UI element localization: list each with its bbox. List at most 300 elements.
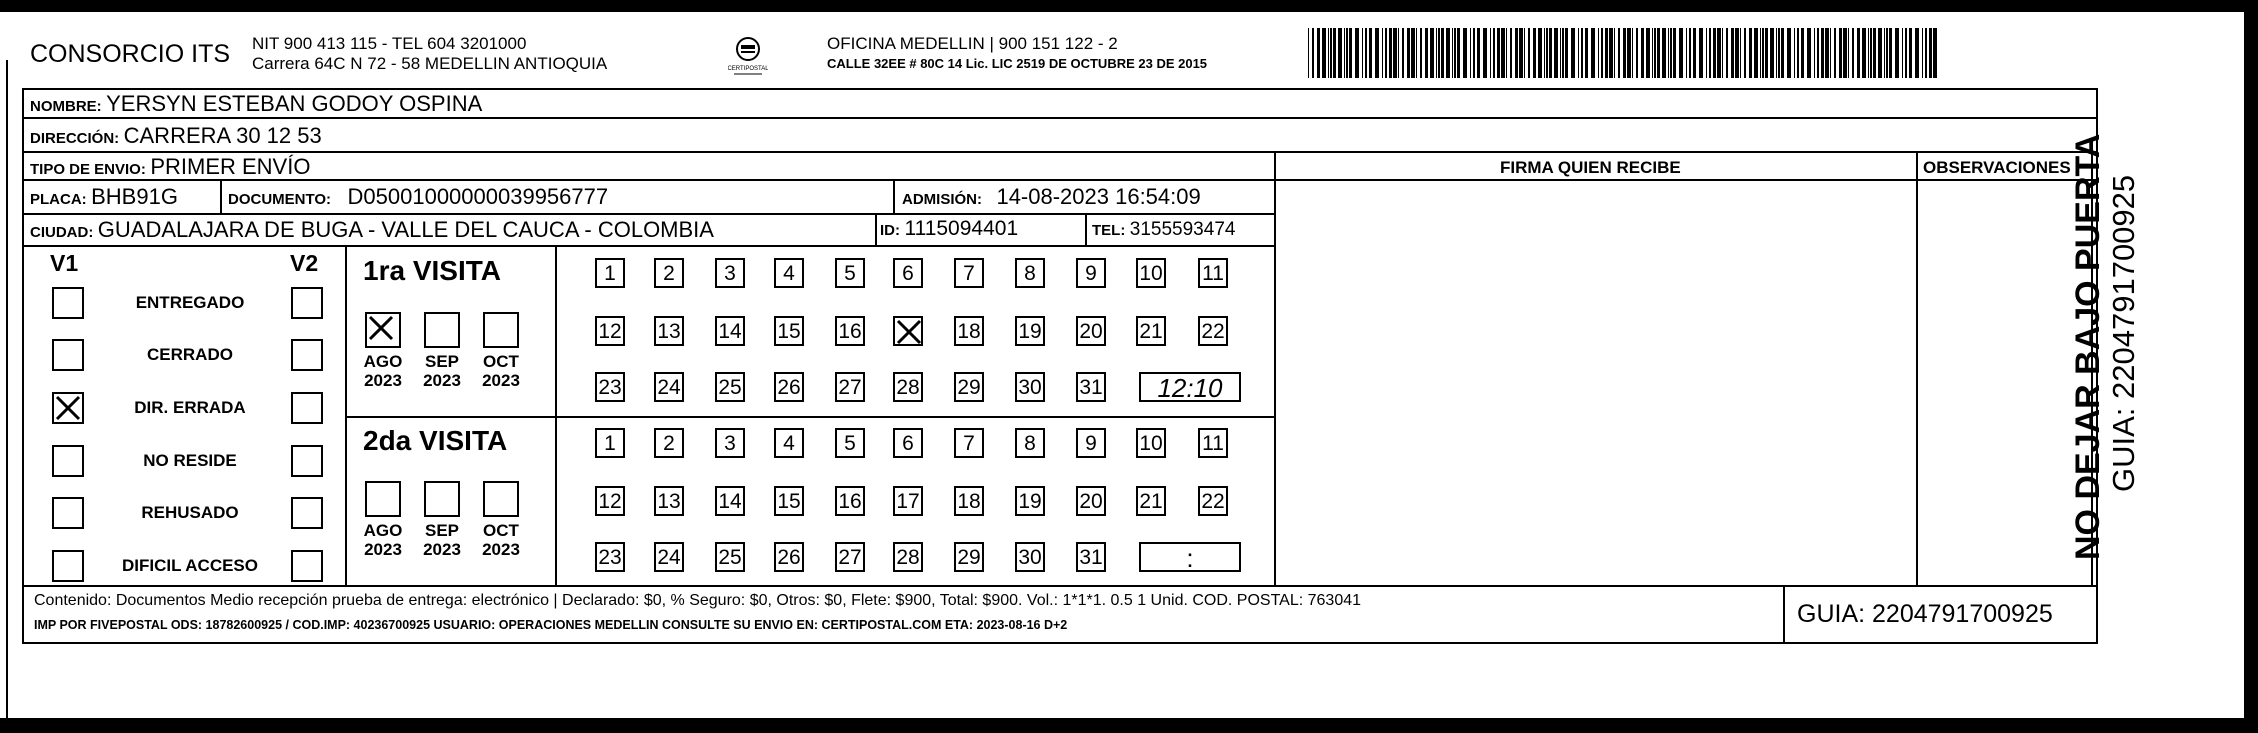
- day-box[interactable]: 19: [1015, 486, 1045, 516]
- barcode-bar: [1544, 28, 1545, 78]
- month-checkbox[interactable]: [424, 481, 460, 517]
- observaciones-header: OBSERVACIONES: [1923, 158, 2071, 177]
- top-border: [0, 0, 2258, 12]
- day-box[interactable]: 18: [954, 486, 984, 516]
- v2-checkbox[interactable]: [291, 497, 323, 529]
- status-label: CERRADO: [147, 345, 233, 364]
- day-box[interactable]: 6: [893, 428, 923, 458]
- day-box[interactable]: 9: [1076, 258, 1106, 288]
- barcode-bar: [1817, 28, 1819, 78]
- row-divider: [22, 585, 2098, 587]
- v2-checkbox[interactable]: [291, 550, 323, 582]
- v1-checkbox[interactable]: [52, 445, 84, 477]
- day-box[interactable]: 11: [1198, 258, 1228, 288]
- id-value: 1115094401: [904, 217, 1019, 240]
- month-label: [471, 352, 531, 390]
- barcode-bar: [1402, 28, 1404, 78]
- footer-guia: GUIA: 2204791700925: [1797, 600, 2053, 628]
- barcode-bar: [1662, 28, 1666, 78]
- day-box[interactable]: [893, 316, 923, 346]
- admision-cell: [902, 184, 1201, 210]
- barcode-bar: [1862, 28, 1866, 78]
- month-name: SEP: [424, 521, 460, 540]
- barcode-bar: [1713, 28, 1716, 78]
- v2-checkbox[interactable]: [291, 287, 323, 319]
- nombre-label: NOMBRE:: [30, 98, 102, 115]
- row-divider: [22, 151, 2098, 153]
- placa-value: BHB91G: [91, 184, 178, 209]
- barcode-bar: [1895, 28, 1899, 78]
- barcode-bar: [1497, 28, 1500, 78]
- barcode-bar: [1618, 28, 1620, 78]
- barcode-bar: [1627, 28, 1631, 78]
- barcode-bar: [1420, 28, 1422, 78]
- barcode-bar: [1473, 28, 1475, 78]
- barcode-bar: [1398, 28, 1399, 78]
- footer-contenido: Contenido: Documentos Medio recepción prueba de entrega: electrónico | Declarado: $0, % Seguro: $0, Otros: $0, Flete: $900, Total: $900. Vol.: 1*1*1. 0.5 1 Unid. COD. POSTAL: 763041: [34, 592, 1362, 609]
- col-divider: [345, 245, 347, 585]
- day-box[interactable]: 31: [1076, 372, 1106, 402]
- right-border: [2244, 0, 2258, 733]
- barcode-bar: [1884, 28, 1885, 78]
- day-box[interactable]: 25: [715, 372, 745, 402]
- documento-label: DOCUMENTO:: [228, 191, 332, 208]
- bottom-border: [0, 718, 2258, 733]
- month-checkbox[interactable]: [483, 312, 519, 348]
- barcode-bar: [1425, 28, 1428, 78]
- barcode-bar: [1375, 28, 1379, 78]
- barcode-bar: [1562, 28, 1564, 78]
- day-box[interactable]: 4: [774, 258, 804, 288]
- v1-checkbox[interactable]: [52, 339, 84, 371]
- day-box[interactable]: 22: [1198, 316, 1228, 346]
- month-checkbox[interactable]: [365, 312, 401, 348]
- barcode-bar: [1385, 28, 1387, 78]
- col-divider: [1085, 213, 1087, 245]
- status-label: REHUSADO: [141, 503, 239, 522]
- v1-checkbox[interactable]: [52, 550, 84, 582]
- barcode-bar: [1706, 28, 1707, 78]
- direccion-value: CARRERA 30 12 53: [123, 123, 322, 148]
- col-divider: [1916, 151, 1918, 586]
- certipostal-logo: [728, 34, 768, 78]
- barcode-bar: [1330, 28, 1332, 78]
- barcode-bar: [1483, 28, 1487, 78]
- admision-value: 14-08-2023 16:54:09: [996, 184, 1201, 209]
- barcode-bar: [1506, 28, 1507, 78]
- barcode-bar: [1821, 28, 1824, 78]
- barcode-bar: [1778, 28, 1780, 78]
- placa-cell: [30, 184, 178, 210]
- visit1-title: 1ra VISITA: [363, 255, 501, 286]
- ciudad-label: CIUDAD:: [30, 224, 94, 241]
- barcode-bar: [1601, 28, 1603, 78]
- barcode-bar: [1614, 28, 1615, 78]
- day-box[interactable]: 12: [595, 486, 625, 516]
- status-label: NO RESIDE: [143, 451, 237, 470]
- barcode-bar: [1654, 28, 1656, 78]
- svg-text:CERTIPOSTAL: CERTIPOSTAL: [728, 66, 768, 72]
- visit2-title: 2da VISITA: [363, 425, 508, 456]
- v1-checkbox[interactable]: [52, 392, 84, 424]
- day-box[interactable]: 16: [835, 486, 865, 516]
- status-label: ENTREGADO: [135, 293, 245, 312]
- day-box[interactable]: 25: [715, 542, 745, 572]
- tipo-label: TIPO DE ENVIO:: [30, 161, 146, 178]
- day-box[interactable]: 23: [595, 372, 625, 402]
- barcode-bar: [1709, 28, 1711, 78]
- day-box[interactable]: 2: [654, 258, 684, 288]
- time-box[interactable]: :: [1139, 542, 1241, 572]
- col-divider: [220, 179, 222, 213]
- barcode-bar: [1646, 28, 1650, 78]
- month-checkbox[interactable]: [483, 481, 519, 517]
- barcode-bar: [1825, 28, 1829, 78]
- barcode-bar: [1760, 28, 1761, 78]
- barcode-bar: [1641, 28, 1644, 78]
- barcode-bar: [1689, 28, 1691, 78]
- barcode-bar: [1389, 28, 1392, 78]
- day-box[interactable]: 1: [595, 258, 625, 288]
- barcode-bar: [1382, 28, 1383, 78]
- day-box[interactable]: 7: [954, 428, 984, 458]
- nombre-row: [30, 91, 482, 117]
- col-divider: [1274, 151, 1276, 586]
- barcode-bar: [1591, 28, 1595, 78]
- month-year: 2023: [423, 540, 461, 559]
- tel-value: 3155593474: [1129, 219, 1236, 240]
- barcode-bar: [1393, 28, 1397, 78]
- barcode-bar: [1515, 28, 1518, 78]
- v1-checkbox[interactable]: [52, 497, 84, 529]
- barcode-bar: [1407, 28, 1410, 78]
- barcode-bar: [1857, 28, 1860, 78]
- barcode-bar: [1438, 28, 1440, 78]
- row-divider: [22, 245, 1275, 247]
- day-box[interactable]: 11: [1198, 428, 1228, 458]
- day-box[interactable]: 14: [715, 316, 745, 346]
- barcode-bar: [1889, 28, 1892, 78]
- side-guia: GUIA: 2204791700925: [2106, 174, 2141, 492]
- barcode-bar: [1346, 28, 1348, 78]
- month-label: [412, 521, 472, 559]
- month-name: OCT: [483, 521, 519, 540]
- day-box[interactable]: 21: [1136, 316, 1166, 346]
- barcode-bar: [1744, 28, 1746, 78]
- x-mark-icon: [895, 318, 923, 346]
- barcode-bar: [1843, 28, 1847, 78]
- barcode-bar: [1493, 28, 1495, 78]
- month-year: 2023: [482, 371, 520, 390]
- barcode-bar: [1457, 28, 1460, 78]
- barcode-bar: [1501, 28, 1505, 78]
- barcode-bar: [1430, 28, 1434, 78]
- day-box[interactable]: 3: [715, 258, 745, 288]
- month-name: AGO: [363, 352, 403, 371]
- day-box[interactable]: 10: [1136, 428, 1166, 458]
- day-box[interactable]: 12: [595, 316, 625, 346]
- barcode-bar: [1636, 28, 1638, 78]
- month-year: 2023: [482, 540, 520, 559]
- col-divider: [1783, 585, 1785, 644]
- barcode-bar: [1915, 28, 1919, 78]
- barcode-bar: [1454, 28, 1456, 78]
- barcode-bar: [1533, 28, 1536, 78]
- day-box[interactable]: 17: [893, 486, 923, 516]
- barcode-bar: [1670, 28, 1672, 78]
- time-box[interactable]: 12:10: [1139, 372, 1241, 402]
- barcode-bar: [1578, 28, 1579, 78]
- day-box[interactable]: 29: [954, 372, 984, 402]
- row-divider: [22, 179, 2098, 181]
- barcode-bar: [1571, 28, 1575, 78]
- month-name: AGO: [363, 521, 403, 540]
- barcode-bar: [1598, 28, 1599, 78]
- barcode-bar: [1797, 28, 1799, 78]
- month-year: 2023: [364, 371, 402, 390]
- barcode-bar: [1470, 28, 1471, 78]
- barcode-bar: [1731, 28, 1734, 78]
- day-box[interactable]: 13: [654, 486, 684, 516]
- barcode-bar: [1868, 28, 1869, 78]
- barcode-bar: [1740, 28, 1741, 78]
- barcode-bar: [1605, 28, 1608, 78]
- barcode-bar: [1446, 28, 1450, 78]
- documento-cell: [228, 184, 608, 210]
- left-border: [6, 60, 8, 720]
- barcode-bar: [1717, 28, 1721, 78]
- v2-checkbox[interactable]: [291, 392, 323, 424]
- barcode-bar: [1839, 28, 1842, 78]
- tel-label: TEL:: [1092, 222, 1126, 239]
- day-box[interactable]: 8: [1015, 428, 1045, 458]
- direccion-row: [30, 123, 322, 149]
- barcode-bar: [1657, 28, 1660, 78]
- barcode-bar: [1436, 28, 1437, 78]
- barcode-bar: [1560, 28, 1561, 78]
- barcode-bar: [1333, 28, 1336, 78]
- day-box[interactable]: 8: [1015, 258, 1045, 288]
- day-box[interactable]: 20: [1076, 316, 1106, 346]
- barcode-bar: [1554, 28, 1558, 78]
- month-label: [412, 352, 472, 390]
- barcode-bar: [1538, 28, 1542, 78]
- day-box[interactable]: 5: [835, 428, 865, 458]
- barcode-bar: [1814, 28, 1815, 78]
- barcode-bar: [1317, 28, 1320, 78]
- day-box[interactable]: 31: [1076, 542, 1106, 572]
- company-address: Carrera 64C N 72 - 58 MEDELLIN ANTIOQUIA: [252, 54, 608, 73]
- day-box[interactable]: 29: [954, 542, 984, 572]
- day-box[interactable]: 14: [715, 486, 745, 516]
- status-label: DIR. ERRADA: [134, 398, 246, 417]
- day-box[interactable]: 2: [654, 428, 684, 458]
- month-label: [353, 352, 413, 390]
- month-name: SEP: [424, 352, 460, 371]
- day-box[interactable]: 3: [715, 428, 745, 458]
- barcode-bar: [1565, 28, 1568, 78]
- day-box[interactable]: 6: [893, 258, 923, 288]
- direccion-label: DIRECCIÓN:: [30, 130, 120, 147]
- day-box[interactable]: 4: [774, 428, 804, 458]
- month-checkbox[interactable]: [424, 312, 460, 348]
- footer-imp: IMP POR FIVEPOSTAL ODS: 18782600925 / COD.IMP: 40236700925 USUARIO: OPERACIONES MEDELLIN CONSULTE SU ENVIO EN: CERTIPOSTAL.COM ETA: 2023-08-16 D+2: [34, 618, 1068, 632]
- barcode-bar: [1581, 28, 1583, 78]
- barcode-bar: [1801, 28, 1804, 78]
- barcode-bar: [1905, 28, 1907, 78]
- day-box[interactable]: 30: [1015, 542, 1045, 572]
- barcode-bar: [1693, 28, 1696, 78]
- day-box[interactable]: 26: [774, 542, 804, 572]
- barcode-bar: [1925, 28, 1927, 78]
- row-divider: [22, 117, 2098, 119]
- barcode-bar: [1933, 28, 1937, 78]
- day-box[interactable]: 13: [654, 316, 684, 346]
- barcode-bar: [1668, 28, 1669, 78]
- v1-checkbox[interactable]: [52, 287, 84, 319]
- day-box[interactable]: 26: [774, 372, 804, 402]
- documento-value: D05001000000039956777: [347, 184, 609, 209]
- barcode-bar: [1510, 28, 1512, 78]
- office-info: OFICINA MEDELLIN | 900 151 122 - 2: [827, 34, 1118, 53]
- id-label: ID:: [880, 222, 900, 239]
- barcode-bar: [1807, 28, 1811, 78]
- day-box[interactable]: 15: [774, 486, 804, 516]
- v2-checkbox[interactable]: [291, 445, 323, 477]
- day-box[interactable]: 28: [893, 542, 923, 572]
- barcode-bar: [1452, 28, 1453, 78]
- col-divider: [555, 245, 557, 585]
- barcode: [1308, 28, 1943, 78]
- barcode-bar: [1369, 28, 1372, 78]
- barcode-bar: [1477, 28, 1480, 78]
- form-outline: [22, 88, 2098, 644]
- barcode-bar: [1490, 28, 1491, 78]
- day-box[interactable]: 24: [654, 372, 684, 402]
- month-year: 2023: [364, 540, 402, 559]
- day-box[interactable]: 20: [1076, 486, 1106, 516]
- status-label: DIFICIL ACCESO: [121, 556, 258, 575]
- row-divider: [345, 416, 1275, 418]
- barcode-bar: [1735, 28, 1739, 78]
- v2-checkbox[interactable]: [291, 339, 323, 371]
- license-info: CALLE 32EE # 80C 14 Lic. LIC 2519 DE OCTUBRE 23 DE 2015: [827, 56, 1208, 71]
- day-box[interactable]: 18: [954, 316, 984, 346]
- day-box[interactable]: 27: [835, 542, 865, 572]
- row-divider: [22, 213, 1275, 215]
- barcode-bar: [1770, 28, 1774, 78]
- barcode-bar: [1524, 28, 1525, 78]
- nombre-value: YERSYN ESTEBAN GODOY OSPINA: [106, 91, 483, 116]
- ciudad-value: GUADALAJARA DE BUGA - VALLE DEL CAUCA - COLOMBIA: [97, 217, 714, 242]
- day-box[interactable]: 27: [835, 372, 865, 402]
- barcode-bar: [1878, 28, 1882, 78]
- barcode-bar: [1870, 28, 1872, 78]
- barcode-bar: [1787, 28, 1791, 78]
- barcode-bar: [1852, 28, 1854, 78]
- barcode-bar: [1463, 28, 1467, 78]
- barcode-bar: [1632, 28, 1633, 78]
- barcode-bar: [1623, 28, 1626, 78]
- day-box[interactable]: 15: [774, 316, 804, 346]
- day-box[interactable]: 5: [835, 258, 865, 288]
- barcode-bar: [1308, 28, 1309, 78]
- barcode-bar: [1794, 28, 1795, 78]
- day-box[interactable]: 24: [654, 542, 684, 572]
- day-box[interactable]: 28: [893, 372, 923, 402]
- barcode-bar: [1762, 28, 1764, 78]
- barcode-bar: [1365, 28, 1367, 78]
- barcode-bar: [1754, 28, 1758, 78]
- barcode-bar: [1528, 28, 1530, 78]
- day-box[interactable]: 23: [595, 542, 625, 572]
- side-warning: NO DEJAR BAJO PUERTA: [2069, 133, 2107, 560]
- month-name: OCT: [483, 352, 519, 371]
- barcode-bar: [1722, 28, 1723, 78]
- barcode-bar: [1328, 28, 1329, 78]
- day-box[interactable]: 9: [1076, 428, 1106, 458]
- v2-label: V2: [290, 250, 319, 276]
- barcode-bar: [1726, 28, 1728, 78]
- barcode-bar: [1411, 28, 1415, 78]
- v1-label: V1: [50, 250, 79, 276]
- barcode-bar: [1776, 28, 1777, 78]
- barcode-bar: [1765, 28, 1768, 78]
- day-box[interactable]: 1: [595, 428, 625, 458]
- barcode-bar: [1585, 28, 1588, 78]
- day-box[interactable]: 30: [1015, 372, 1045, 402]
- day-box[interactable]: 16: [835, 316, 865, 346]
- barcode-bar: [1673, 28, 1676, 78]
- barcode-bar: [1781, 28, 1784, 78]
- firma-header: FIRMA QUIEN RECIBE: [1500, 158, 1681, 177]
- day-box[interactable]: 22: [1198, 486, 1228, 516]
- month-year: 2023: [423, 371, 461, 390]
- ciudad-cell: [30, 217, 714, 243]
- barcode-bar: [1699, 28, 1703, 78]
- barcode-bar: [1929, 28, 1932, 78]
- day-box[interactable]: 21: [1136, 486, 1166, 516]
- placa-label: PLACA:: [30, 191, 87, 208]
- barcode-bar: [1922, 28, 1923, 78]
- day-box[interactable]: 19: [1015, 316, 1045, 346]
- barcode-bar: [1830, 28, 1831, 78]
- barcode-bar: [1652, 28, 1653, 78]
- barcode-bar: [1549, 28, 1552, 78]
- tel-cell: [1092, 219, 1235, 241]
- company-nit: NIT 900 413 115 - TEL 604 3201000: [252, 34, 527, 53]
- company-name: CONSORCIO ITS: [30, 40, 231, 68]
- admision-label: ADMISIÓN:: [902, 191, 982, 208]
- tipo-row: [30, 154, 310, 180]
- day-box[interactable]: 10: [1136, 258, 1166, 288]
- month-checkbox[interactable]: [365, 481, 401, 517]
- barcode-bar: [1546, 28, 1548, 78]
- barcode-bar: [1679, 28, 1683, 78]
- barcode-bar: [1322, 28, 1326, 78]
- barcode-bar: [1902, 28, 1903, 78]
- barcode-bar: [1886, 28, 1888, 78]
- barcode-bar: [1873, 28, 1876, 78]
- barcode-bar: [1909, 28, 1912, 78]
- month-label: [353, 521, 413, 559]
- barcode-bar: [1312, 28, 1314, 78]
- day-box[interactable]: 7: [954, 258, 984, 288]
- id-cell: [880, 217, 1018, 241]
- col-divider: [875, 213, 877, 245]
- barcode-bar: [1349, 28, 1352, 78]
- barcode-bar: [1848, 28, 1849, 78]
